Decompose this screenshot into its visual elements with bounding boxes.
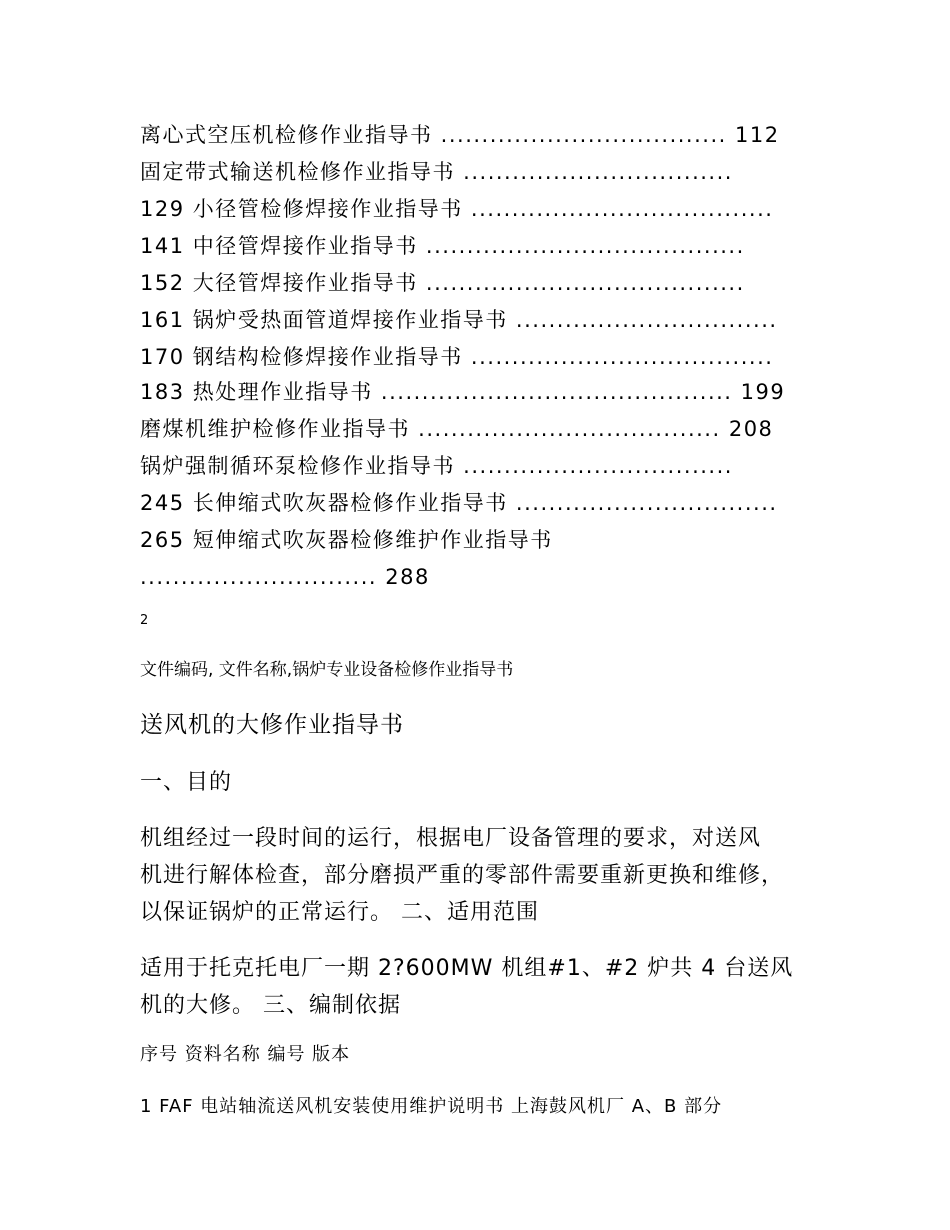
document-meta: 文件编码, 文件名称,锅炉专业设备检修作业指导书 <box>140 660 514 680</box>
toc-entry: 磨煤机维护检修作业指导书 ..................................... 208 <box>140 417 774 441</box>
toc-entry: 265 短伸缩式吹灰器检修维护作业指导书 <box>140 528 553 552</box>
toc-entry: 离心式空压机检修作业指导书 ................................... 112 <box>140 123 780 147</box>
purpose-paragraph <box>140 820 830 931</box>
document-title: 送风机的大修作业指导书 <box>140 712 404 738</box>
toc-entry: 245 长伸缩式吹灰器检修作业指导书 ................................ <box>140 491 778 515</box>
paragraph-line: 机组经过一段时间的运行，根据电厂设备管理的要求，对送风 <box>140 826 762 851</box>
toc-entry: ............................. 288 <box>140 565 430 589</box>
toc-entry: 141 中径管焊接作业指导书 ....................................... <box>140 234 745 258</box>
reference-table-row: 1 FAF 电站轴流送风机安装使用维护说明书 上海鼓风机厂 A、B 部分 <box>140 1096 723 1117</box>
page-number: 2 <box>140 613 149 628</box>
toc-entry: 152 大径管焊接作业指导书 ....................................... <box>140 271 745 295</box>
paragraph-line: 机的大修。 三、编制依据 <box>140 993 401 1018</box>
scope-paragraph <box>140 950 830 1024</box>
section-heading: 一、目的 <box>140 770 233 795</box>
paragraph-line: 适用于托克托电厂一期 2?600MW 机组#1、#2 炉共 4 台送风 <box>140 956 794 981</box>
reference-table-header: 序号 资料名称 编号 版本 <box>140 1044 351 1065</box>
toc-entry: 170 钢结构检修焊接作业指导书 ..................................... <box>140 345 774 369</box>
toc-entry: 183 热处理作业指导书 ........................................... 199 <box>140 380 786 404</box>
toc-entry: 129 小径管检修焊接作业指导书 ..................................... <box>140 197 774 221</box>
paragraph-line: 以保证锅炉的正常运行。 二、适用范围 <box>140 900 539 925</box>
toc-entry: 161 锅炉受热面管道焊接作业指导书 ................................ <box>140 308 778 332</box>
toc-entry: 锅炉强制循环泵检修作业指导书 ................................. <box>140 454 733 478</box>
toc-entry: 固定带式输送机检修作业指导书 ................................. <box>140 160 733 184</box>
paragraph-line: 机进行解体检查，部分磨损严重的零部件需要重新更换和维修， <box>140 863 785 888</box>
